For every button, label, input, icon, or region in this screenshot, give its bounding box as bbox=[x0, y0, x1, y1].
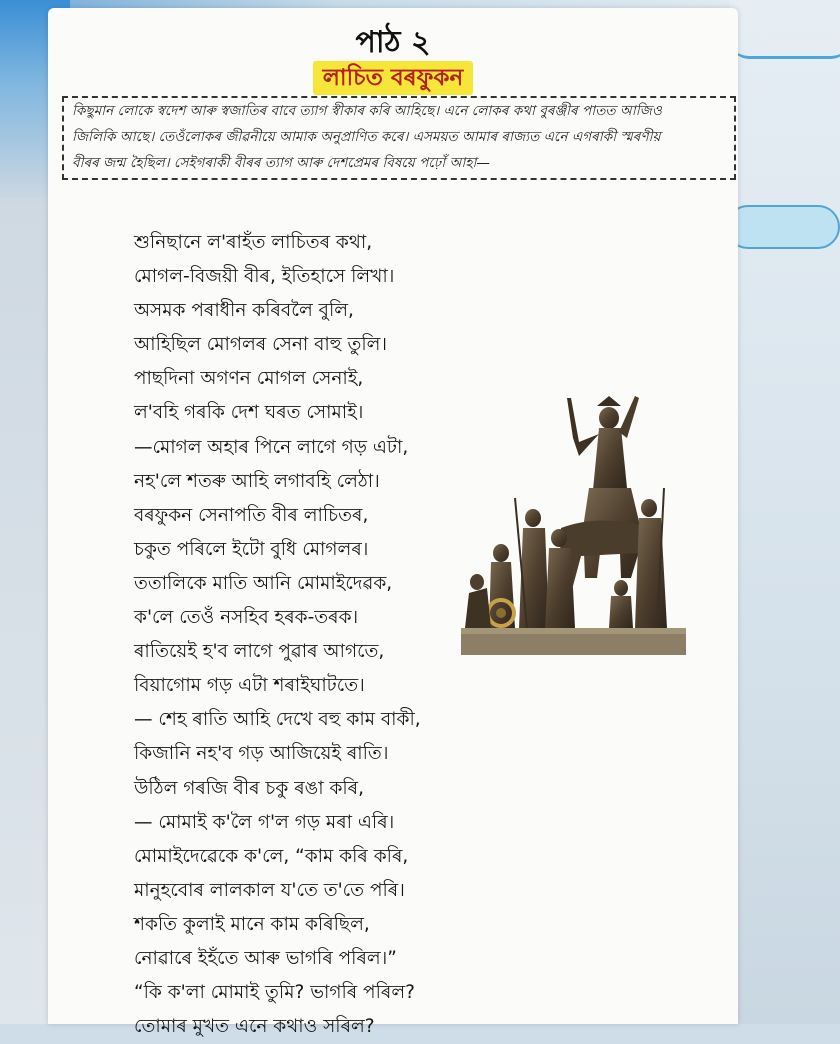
poem-line: শকতি কুলাই মানে কাম কৰিছিল, bbox=[134, 913, 370, 935]
poem-line: “কি ক'লা মোমাই তুমি? ভাগৰি পৰিল? bbox=[134, 982, 415, 1004]
poem-line: মোমাইদেৱেকে ক'লে, “কাম কৰি কৰি, bbox=[134, 845, 409, 867]
poem-line: নোৱাৰে ইহঁতে আৰু ভাগৰি পৰিল।” bbox=[134, 947, 397, 969]
lachit-statue-illustration bbox=[461, 378, 686, 658]
intro-line: জিলিকি আছে। তেওঁলোকৰ জীৱনীয়ে আমাক অনুপ্ৰাণিত কৰে। এসময়ত আমাৰ ৰাজ্যত এনে এগৰাকী স্মৰণীয় bbox=[72, 129, 661, 145]
title-highlight bbox=[313, 61, 473, 95]
poem-line: বৰফুকন সেনাপতি বীৰ লাচিতৰ, bbox=[134, 504, 369, 526]
poem-line: পাছদিনা অগণন মোগল সেনাই, bbox=[134, 368, 364, 390]
poem-line: —মোগল অহাৰ পিনে লাগে গড় এটা, bbox=[134, 436, 409, 458]
poem-line: মোগল-বিজয়ী বীৰ, ইতিহাসে লিখা। bbox=[134, 266, 395, 288]
background-right-page bbox=[730, 0, 840, 1024]
poem-line: — মোমাই ক'লৈ গ'ল গড় মৰা এৰি। bbox=[134, 811, 395, 833]
lesson-title: লাচিত বৰফুকন bbox=[322, 65, 464, 91]
arc-decoration bbox=[730, 40, 840, 59]
intro-box bbox=[62, 96, 736, 180]
poem-line: ৰাতিয়েই হ'ব লাগে পুৱাৰ আগতে, bbox=[134, 641, 385, 663]
poem-line: শুনিছানে ল'ৰাহঁত লাচিতৰ কথা, bbox=[134, 232, 373, 253]
poem-line: কিজানি নহ'ব গড় আজিয়েই ৰাতি। bbox=[134, 743, 389, 765]
textbook-page bbox=[48, 8, 738, 1038]
lesson-number: পাঠ ২ bbox=[355, 25, 431, 60]
intro-line: বীৰৰ জন্ম হৈছিল। সেইগৰাকী বীৰৰ ত্যাগ আৰু দেশপ্ৰেমৰ বিষয়ে পঢ়োঁ আহা— bbox=[72, 155, 490, 171]
poem-line: আহিছিল মোগলৰ সেনা বাহু তুলি। bbox=[134, 334, 388, 356]
poem-line: বিয়াগোম গড় এটা শৰাইঘাটতে। bbox=[134, 675, 365, 697]
poem-line: নহ'লে শতৰু আহি লগাবহি লেঠা। bbox=[134, 470, 380, 492]
poem-line: অসমক পৰাধীন কৰিবলৈ বুলি, bbox=[134, 300, 354, 322]
intro-line: কিছুমান লোকে স্বদেশ আৰু স্বজাতিৰ বাবে ত্যাগ স্বীকাৰ কৰি আহিছে। এনে লোকৰ কথা বুৰঞ্জীৰ পাতত আজিও bbox=[72, 103, 662, 119]
poem bbox=[134, 226, 504, 1044]
poem-line: চকুত পৰিলে ইটো বুধি মোগলৰ। bbox=[134, 538, 369, 560]
poem-line: ল'বহি গৰকি দেশ ঘৰত সোমাই। bbox=[134, 402, 364, 424]
poem-line: ক'লে তেওঁ নসহিব হৰক-তৰক। bbox=[134, 607, 359, 629]
poem-line: মানুহবোৰ লালকাল য'তে ত'তে পৰি। bbox=[134, 879, 405, 901]
poem-line: তোমাৰ মুখত এনে কথাও সৰিল? bbox=[134, 1016, 375, 1038]
poem-line: উঠিল গৰজি বীৰ চকু ৰঙা কৰি, bbox=[134, 777, 364, 799]
poem-line: ততালিকে মাতি আনি মোমাইদেৱক, bbox=[134, 572, 393, 594]
poem-line: — শেহ ৰাতি আহি দেখে বহু কাম বাকী, bbox=[134, 709, 421, 731]
cloud-decoration bbox=[726, 205, 840, 249]
